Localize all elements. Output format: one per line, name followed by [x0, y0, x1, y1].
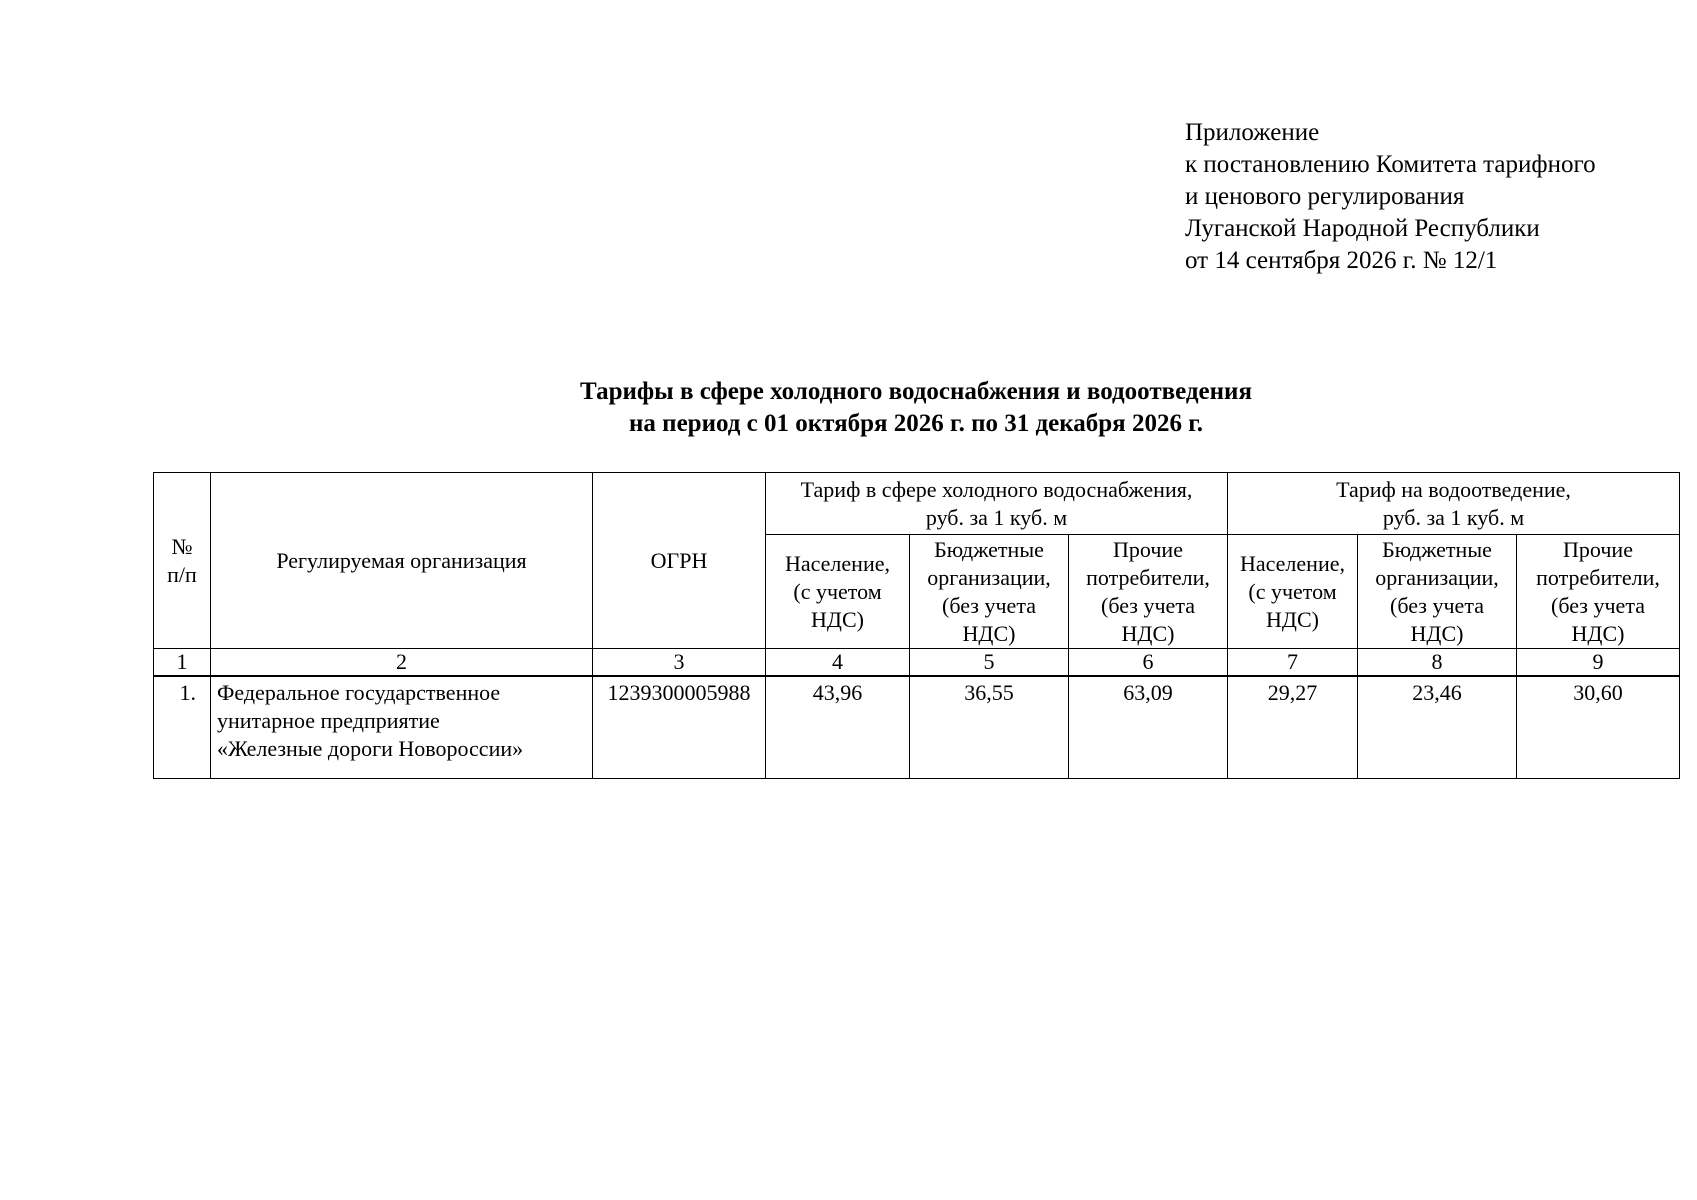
row-organization	[211, 676, 593, 779]
header-water-budget	[910, 535, 1069, 649]
header-text: Прочие	[1113, 536, 1183, 562]
organization-line: унитарное предприятие	[217, 708, 440, 733]
header-text: (с учетом	[793, 578, 882, 604]
header-sewer-group	[1228, 473, 1680, 535]
row-number: 1.	[154, 676, 211, 779]
title-line: на период с 01 октября 2026 г. по 31 декабря 2026 г.	[629, 410, 1203, 437]
header-text: (без учета	[1101, 592, 1195, 618]
header-text: НДС)	[1571, 620, 1625, 646]
header-text: НДС)	[962, 620, 1016, 646]
column-number: 8	[1358, 649, 1517, 677]
header-text: потребители,	[1086, 564, 1210, 590]
column-number: 6	[1069, 649, 1228, 677]
annex-header	[1185, 117, 1596, 277]
header-text: (без учета	[1390, 592, 1484, 618]
header-text: №	[171, 533, 193, 559]
column-number: 7	[1228, 649, 1358, 677]
header-text: НДС)	[1266, 606, 1319, 632]
row-sewer-other: 30,60	[1517, 676, 1680, 779]
organization-line: «Железные дороги Новороссии»	[217, 736, 524, 761]
annex-line: Приложение	[1185, 119, 1320, 146]
header-text: НДС)	[1410, 620, 1464, 646]
row-water-other: 63,09	[1069, 676, 1228, 779]
row-water-population: 43,96	[766, 676, 910, 779]
header-text: Тариф на водоотведение,	[1336, 476, 1571, 502]
annex-line: от 14 сентября 2026 г. № 12/1	[1185, 247, 1498, 274]
column-number: 3	[593, 649, 766, 677]
column-number-row	[154, 649, 1680, 677]
annex-line: к постановлению Комитета тарифного	[1185, 151, 1596, 178]
header-text: НДС)	[1121, 620, 1175, 646]
header-text: Тариф в сфере холодного водоснабжения,	[800, 476, 1193, 502]
header-text: организации,	[927, 564, 1051, 590]
header-text: руб. за 1 куб. м	[1382, 504, 1525, 530]
header-text: п/п	[167, 561, 197, 587]
header-text: НДС)	[811, 606, 864, 632]
header-sewer-other	[1517, 535, 1680, 649]
header-sewer-budget	[1358, 535, 1517, 649]
header-ogrn: ОГРН	[593, 473, 766, 649]
document-title	[153, 376, 1679, 440]
header-text: (без учета	[1551, 592, 1645, 618]
annex-line: Луганской Народной Республики	[1185, 215, 1540, 242]
header-text: Бюджетные	[934, 536, 1044, 562]
header-number	[154, 473, 211, 649]
header-water-other	[1069, 535, 1228, 649]
column-number: 4	[766, 649, 910, 677]
header-text: руб. за 1 куб. м	[925, 504, 1068, 530]
header-organization: Регулируемая организация	[211, 473, 593, 649]
column-number: 5	[910, 649, 1069, 677]
header-text: организации,	[1375, 564, 1499, 590]
header-text: (с учетом	[1248, 578, 1337, 604]
header-text: Население,	[784, 550, 890, 576]
column-number: 9	[1517, 649, 1680, 677]
header-sewer-population	[1228, 535, 1358, 649]
header-text: Прочие	[1563, 536, 1633, 562]
tariff-table	[153, 472, 1680, 779]
header-text: Население,	[1239, 550, 1345, 576]
table-header-row	[154, 473, 1680, 535]
table-row	[154, 676, 1680, 779]
title-line: Тарифы в сфере холодного водоснабжения и водоотведения	[580, 378, 1252, 405]
header-text: (без учета	[942, 592, 1036, 618]
row-water-budget: 36,55	[910, 676, 1069, 779]
annex-line: и ценового регулирования	[1185, 183, 1465, 210]
header-water-group	[766, 473, 1228, 535]
row-sewer-population: 29,27	[1228, 676, 1358, 779]
row-ogrn: 1239300005988	[593, 676, 766, 779]
header-text: Бюджетные	[1382, 536, 1492, 562]
organization-line: Федеральное государственное	[217, 680, 501, 705]
header-water-population	[766, 535, 910, 649]
header-text: потребители,	[1536, 564, 1660, 590]
row-sewer-budget: 23,46	[1358, 676, 1517, 779]
column-number: 2	[211, 649, 593, 677]
column-number: 1	[154, 649, 211, 677]
